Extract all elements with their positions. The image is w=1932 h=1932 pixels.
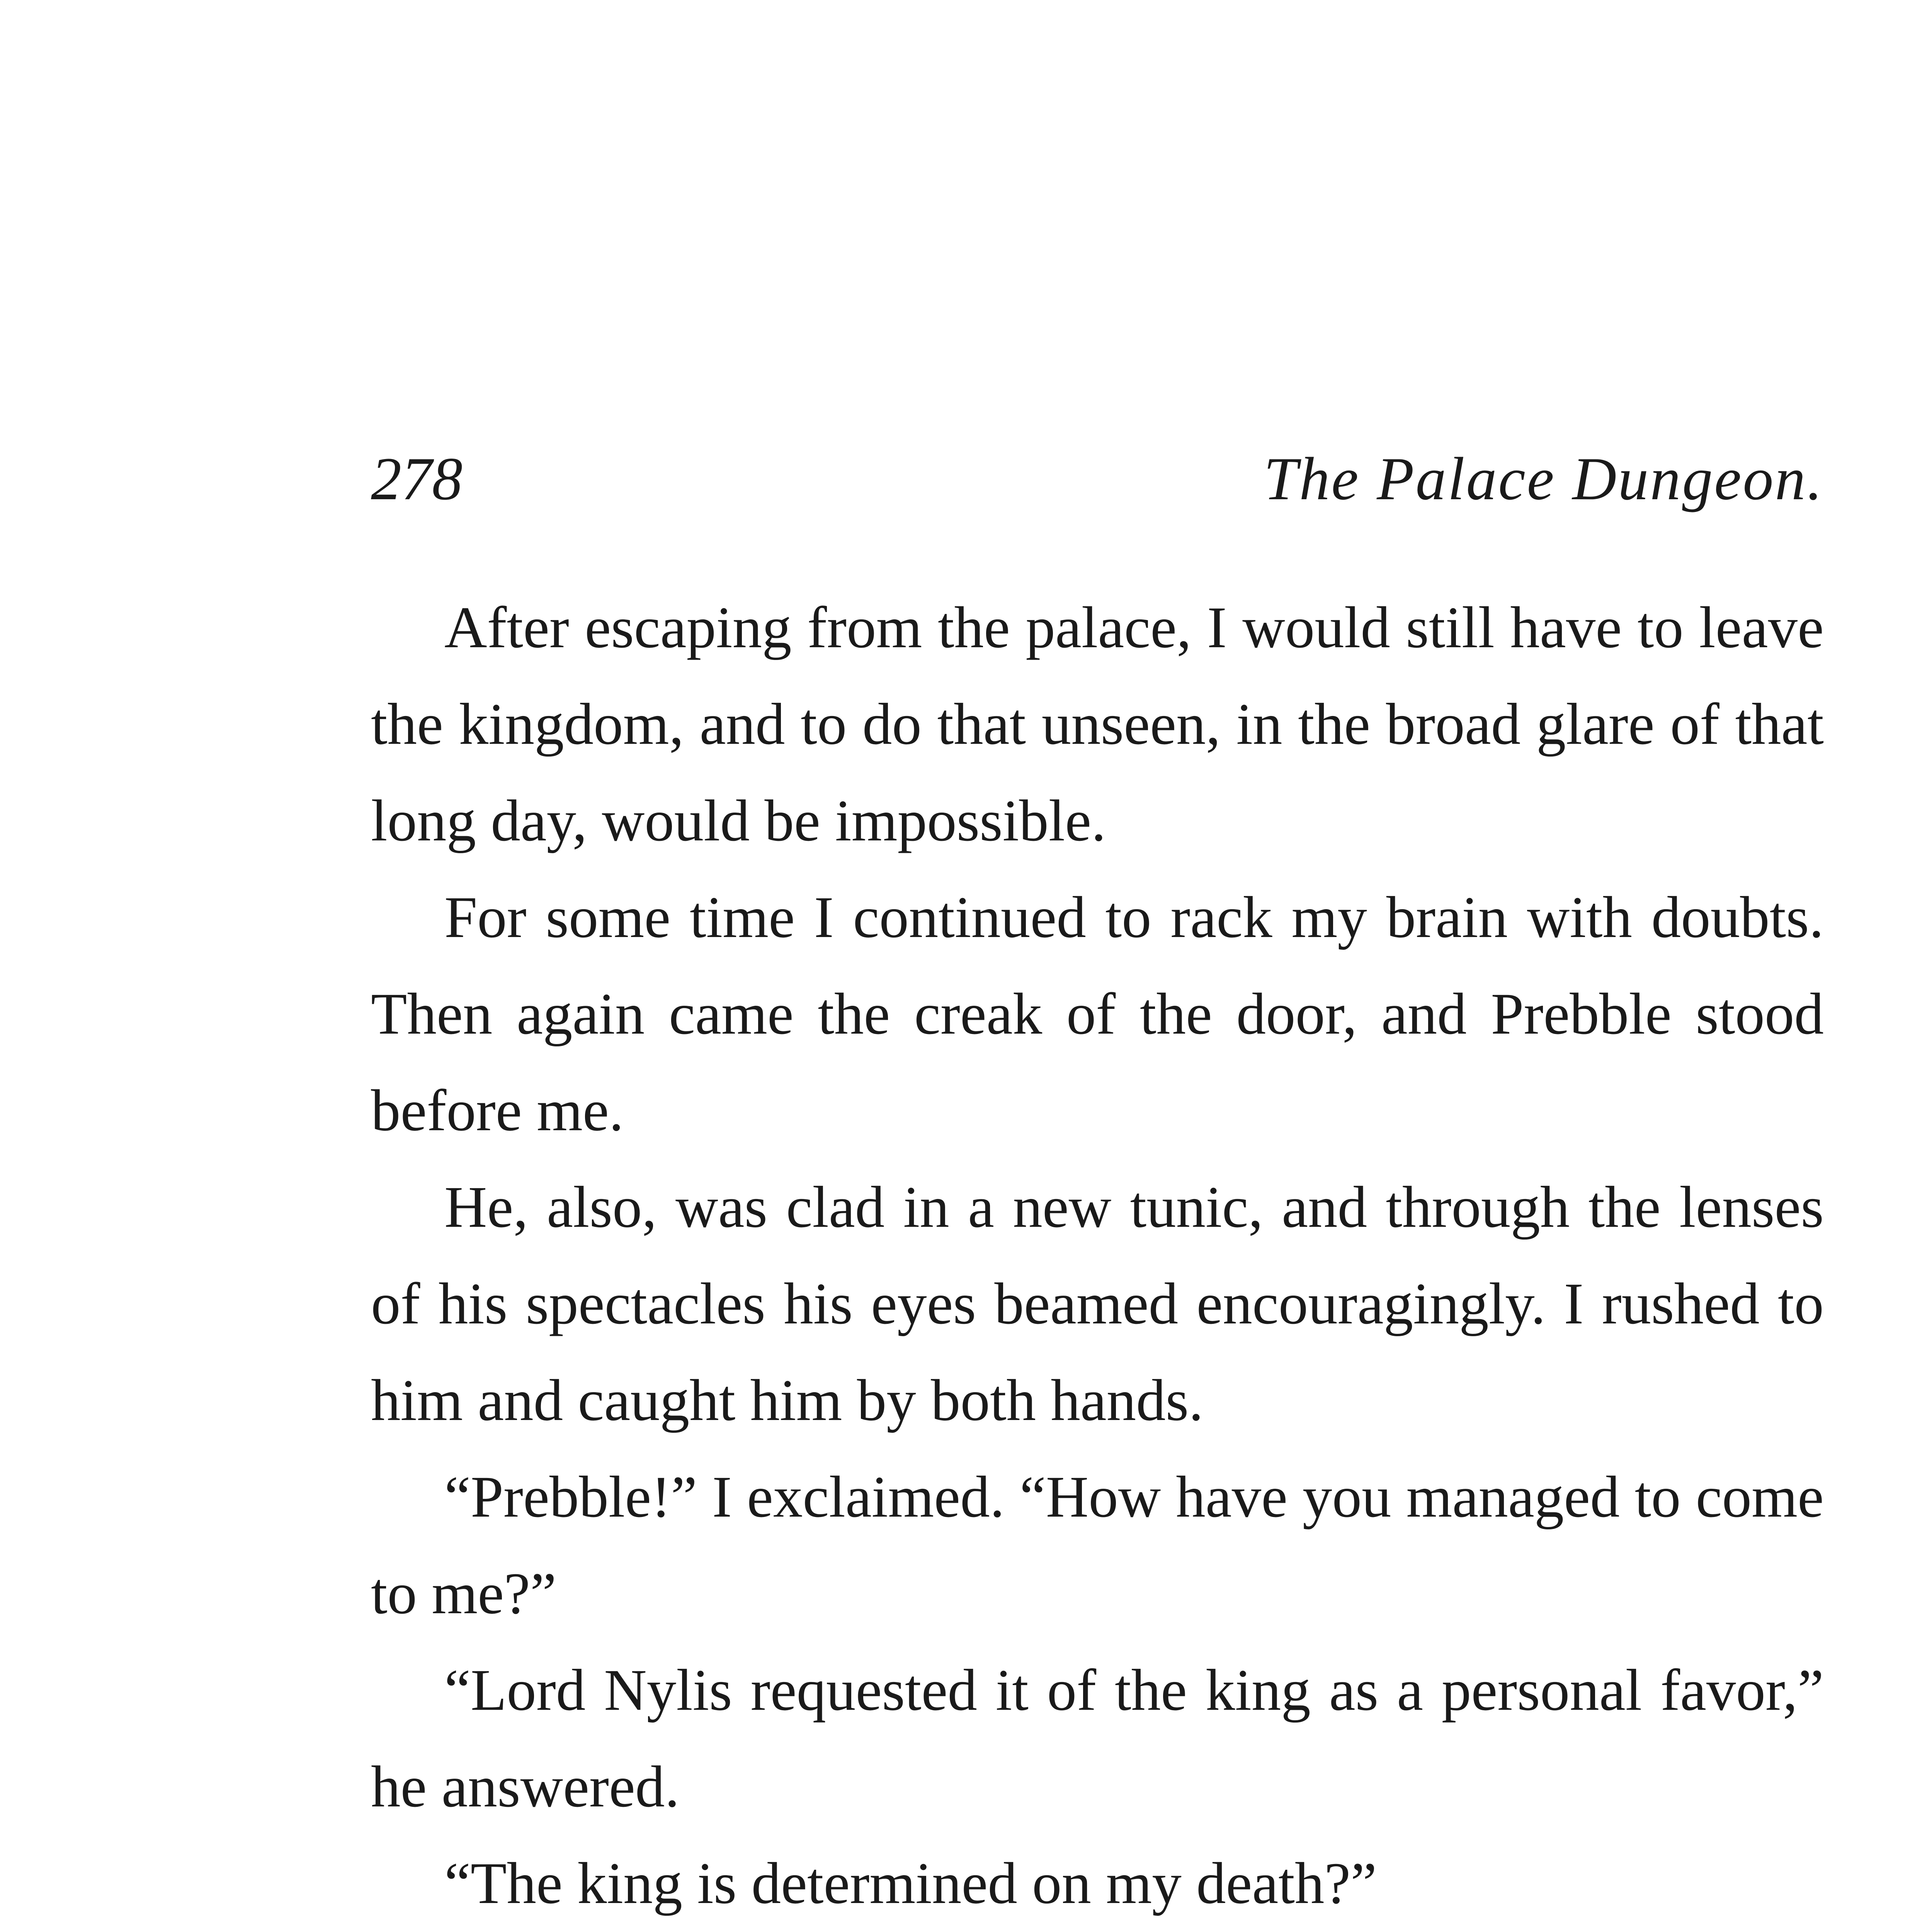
paragraph: For some time I continued to rack my brain with doubts. Then again came the creak of the door, and Prebble stood before me. bbox=[371, 885, 1824, 1143]
paragraph: After escaping from the palace, I would still have to leave the kingdom, and to do that unseen, in the broad glare of that long day, would be impossible. bbox=[371, 595, 1824, 854]
paragraph: “Lord Nylis requested it of the king as a personal favor,” he answered. bbox=[371, 1658, 1824, 1820]
page-number: 278 bbox=[371, 445, 463, 513]
paragraph: He, also, was clad in a new tunic, and through the lenses of his spectacles his eyes beamed encouragingly. I rushed to him and caught him by both hands. bbox=[371, 1175, 1824, 1433]
body-text bbox=[371, 580, 1824, 1932]
chapter-title: The Palace Dungeon. bbox=[1264, 445, 1824, 513]
paragraph: “Prebble!” I exclaimed. “How have you managed to come to me?” bbox=[371, 1464, 1824, 1626]
paragraph: “The king is determined on my death?” bbox=[444, 1851, 1377, 1916]
running-head bbox=[371, 440, 1824, 518]
